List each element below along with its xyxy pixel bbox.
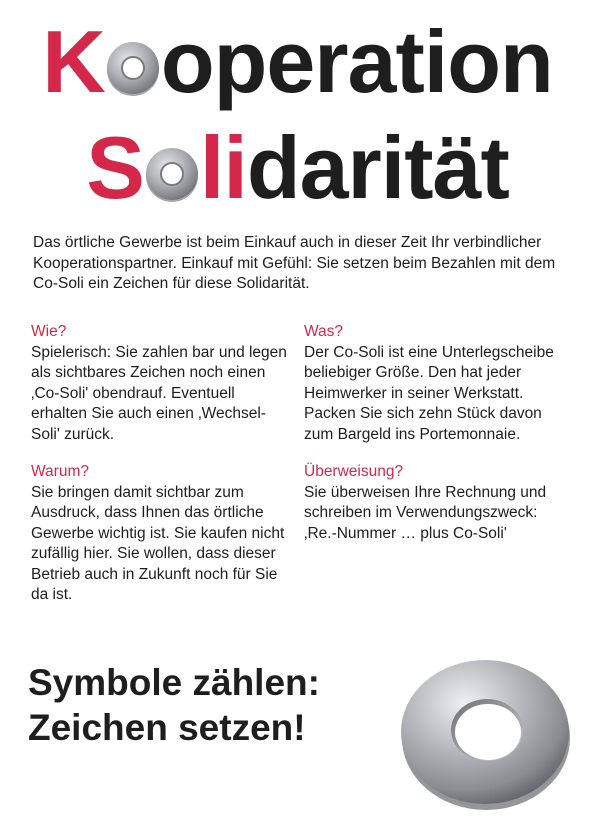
washer-icon bbox=[105, 40, 161, 92]
slogan bbox=[28, 660, 320, 750]
answer-wie: Spielerisch: Sie zahlen bar und legen als sichtbares Zeichen noch einen ‚Co-Soli' obendrauf. Eventuell erhalten Sie auch einen ‚Wechsel-Soli' zurück. bbox=[31, 343, 287, 443]
headline-rest-operation: operation bbox=[160, 12, 553, 111]
headline-initial-k: K bbox=[42, 12, 105, 111]
headline-red-li: li bbox=[199, 118, 247, 217]
slogan-line-2: Zeichen setzen! bbox=[28, 707, 306, 748]
headline-rest-daritaet: darität bbox=[246, 118, 509, 217]
headline-kooperation bbox=[0, 12, 595, 111]
question-ueberweisung: Überweisung? bbox=[304, 463, 404, 480]
question-warum: Warum? bbox=[31, 463, 89, 480]
answer-was: Der Co-Soli ist eine Unterlegscheibe beliebiger Größe. Den hat jeder Heimwerker in seiner Werkstatt. Packen Sie sich zehn Stück davon zum Bargeld ins Portemonnaie. bbox=[304, 343, 554, 443]
intro-paragraph: Das örtliche Gewerbe ist beim Einkauf auch in dieser Zeit Ihr verbindlicher Kooperationspartner. Einkauf mit Gefühl: Sie setzen beim Bezahlen mit dem Co-Soli ein Zeichen für diese Solidarität. bbox=[33, 234, 556, 292]
question-wie: Wie? bbox=[31, 323, 67, 340]
answer-ueberweisung: Sie überweisen Ihre Rechnung und schreiben im Verwendungszweck: ‚Re.-Nummer … plus Co-Soli' bbox=[304, 483, 547, 542]
left-column bbox=[31, 322, 291, 623]
headline-solidaritaet bbox=[0, 118, 595, 217]
washer-icon bbox=[144, 146, 200, 198]
question-was: Was? bbox=[304, 323, 344, 340]
answer-warum: Sie bringen damit sichtbar zum Ausdruck, dass Ihnen das örtliche Gewerbe wichtig ist. Sie kaufen nicht zufällig hier. Sie wollen, dass dieser Betrieb auch in Zukunft noch für Sie da ist. bbox=[31, 483, 285, 603]
headline-initial-s: S bbox=[86, 118, 144, 217]
slogan-line-1: Symbole zählen: bbox=[28, 662, 320, 703]
washer-icon bbox=[398, 648, 573, 818]
right-column bbox=[304, 322, 564, 561]
